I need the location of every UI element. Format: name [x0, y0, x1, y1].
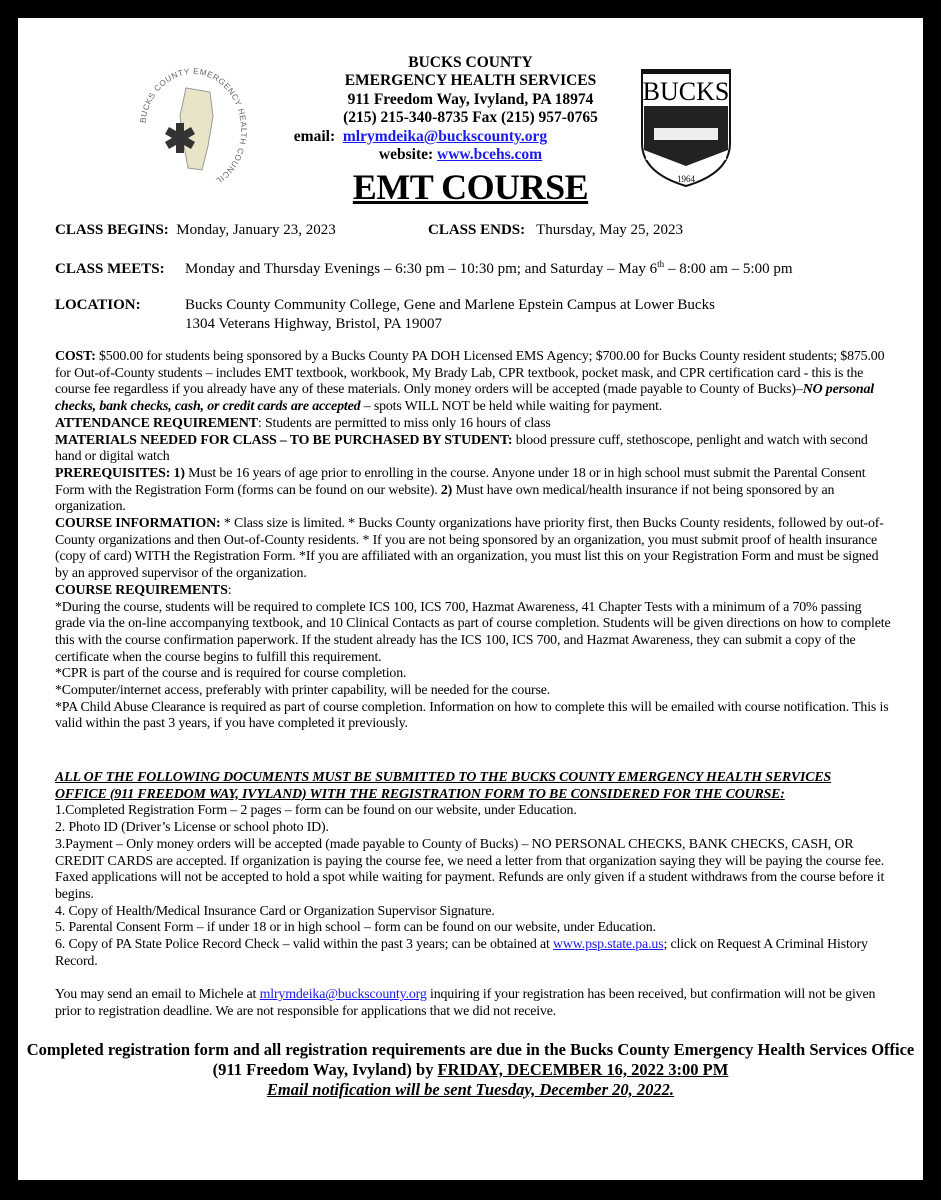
class-end-date: CLASS ENDS: Thursday, May 25, 2023: [428, 222, 684, 238]
document-item: 4. Copy of Health/Medical Insurance Card or Organization Supervisor Signature.: [55, 903, 495, 919]
website-link[interactable]: www.bcehs.com: [437, 146, 543, 164]
class-dates: CLASS BEGINS: Monday, January 23, 2023: [55, 222, 336, 238]
course-requirement-item: *During the course, students will be required to complete ICS 100, ICS 700, Hazmat Awareness, 41 Chapter Tests with a minimum of a 70% passing grade via the on-line accompanying textbook, and 10 Clinical Contacts as part of course completion. Students will be given directions on how to complete this with the course confirmation paperwork. If the student already has the ICS 100, ICS 700, and Hazmat Awareness, they can submit a copy of the certificate when the course begins to fulfill this requirement.: [55, 599, 891, 665]
document-item: 2. Photo ID (Driver’s License or school photo ID).: [55, 820, 329, 836]
class-meets: CLASS MEETS: Monday and Thursday Evenings – 6:30 pm – 10:30 pm; and Saturday – May 6th – 8:00 am – 5:00 pm: [55, 259, 793, 277]
cost-paragraph: COST: $500.00 for students being sponsored by a Bucks County PA DOH Licensed EMS Agency; $700.00 for Bucks County resident students; $875.00 for Out-of-County students – includes EMT textbook, workbook, My Brady Lab, CPR textbook, pocket mask, and CPR certification card - this is the course fee regardless if you already have any of these materials. Only money orders will be accepted (made payable to County of Bucks)–NO personal checks, bank checks, cash, or credit cards are accepted – spots WILL NOT be held while waiting for payment.: [55, 349, 885, 415]
document-item: 1.Completed Registration Form – 2 pages – form can be found on our website, under Education.: [55, 803, 577, 819]
org-website-line: website: www.bcehs.com: [378, 146, 543, 164]
contact-email-link[interactable]: mlrymdeika@buckscounty.org: [259, 987, 427, 1003]
materials-paragraph: MATERIALS NEEDED FOR CLASS – TO BE PURCHASED BY STUDENT: blood pressure cuff, stethoscope, penlight and watch with second hand or digital watch: [55, 432, 868, 465]
deadline-notice: Completed registration form and all registration requirements are due in the Bucks County Emergency Health Services Office (911 Freedom Way, Ivyland) by FRIDAY, DECEMBER 16, 2022 3:00 PM Email notification will be sent Tuesday, December 20, 2022.: [18, 1040, 923, 1100]
org-phone: (215) 215-340-8735 Fax (215) 957-0765: [343, 109, 598, 127]
documents-heading: ALL OF THE FOLLOWING DOCUMENTS MUST BE SUBMITTED TO THE BUCKS COUNTY EMERGENCY HEALTH SERVICES OFFICE (911 FREEDOM WAY, IVYLAND) WITH THE REGISTRATION FORM TO BE CONSIDERED FOR THE COURSE:: [55, 770, 832, 802]
class-location: LOCATION: Bucks County Community College, Gene and Marlene Epstein Campus at Lower Bucks 1304 Veterans Highway, Bristol, PA 19007: [55, 297, 715, 332]
prerequisites-paragraph: PREREQUISITES: 1) Must be 16 years of age prior to enrolling in the course. Anyone under 18 or in high school must submit the Parental Consent Form with the Registration Form (forms can be found on our website). 2) Must have own medical/health insurance if not being sponsored by an organization.: [55, 465, 866, 515]
course-requirement-item: *PA Child Abuse Clearance is required as part of course completion. Information on how to complete this will be emailed with course notification. This is valid within the past 3 years, if you have completed it previously.: [55, 699, 889, 732]
course-details: [55, 349, 891, 733]
notification-date: Email notification will be sent Tuesday, December 20, 2022.: [266, 1080, 675, 1099]
required-documents: [55, 770, 891, 1021]
psp-website-link[interactable]: www.psp.state.pa.us: [553, 937, 664, 953]
document-item: 6. Copy of PA State Police Record Check – valid within the past 3 years; can be obtained at www.psp.state.pa.us; click on Request A Criminal History Record.: [55, 937, 868, 969]
deadline-date: FRIDAY, DECEMBER 16, 2022 3:00 PM: [437, 1060, 729, 1079]
letterhead: [18, 54, 923, 164]
document-item: 3.Payment – Only money orders will be accepted (made payable to County of Bucks) – NO PERSONAL CHECKS, BANK CHECKS, CASH, OR CREDIT CARDS are accepted. If organization is paying the course fee, we need a letter from that organization saying they will be paying the course fee. Faxed applications will not be accepted to hold a spot while waiting for payment. Refunds are only given if a student withdraws from the course before it begins.: [55, 836, 885, 902]
document-item: 5. Parental Consent Form – if under 18 or in high school – form can be found on our website, under Education.: [55, 920, 656, 936]
org-address: 911 Freedom Way, Ivyland, PA 18974: [347, 90, 594, 108]
contact-paragraph: You may send an email to Michele at mlrymdeika@buckscounty.org inquiring if your registration has been received, but confirmation will not be given prior to registration deadline. We are not responsible for applications that we did not receive.: [55, 987, 876, 1019]
org-email-line: email: mlrymdeika@buckscounty.org: [293, 127, 548, 145]
attendance-paragraph: ATTENDANCE REQUIREMENT: Students are permitted to miss only 16 hours of class: [55, 415, 551, 431]
course-requirements-heading: COURSE REQUIREMENTS:: [55, 582, 232, 598]
shield-year: 1964: [677, 174, 695, 184]
org-name: BUCKS COUNTY: [408, 54, 533, 71]
course-requirement-item: *Computer/internet access, preferably with printer capability, will be needed for the course.: [55, 683, 551, 699]
course-requirement-item: *CPR is part of the course and is required for course completion.: [55, 666, 407, 682]
email-link[interactable]: mlrymdeika@buckscounty.org: [342, 127, 548, 145]
course-info-paragraph: COURSE INFORMATION: * Class size is limited. * Bucks County organizations have priority first, then Bucks County residents, followed by out-of-County organizations and then Out-of-County residents. * If you are not being sponsored by an organization, you must submit proof of health insurance (copy of card) WITH the Registration Form. *If you are affiliated with an organization, you must list this on your Registration Form and must be signed by an approved supervisor of the organization.: [55, 516, 884, 582]
seal-ring-text: BUCKS COUNTY EMERGENCY HEALTH COUNCIL: [138, 66, 248, 186]
org-department: EMERGENCY HEALTH SERVICES: [344, 72, 597, 90]
shield-title: BUCKS: [642, 77, 730, 106]
page-title: EMT COURSE: [352, 167, 589, 207]
document-page: [18, 18, 923, 1180]
